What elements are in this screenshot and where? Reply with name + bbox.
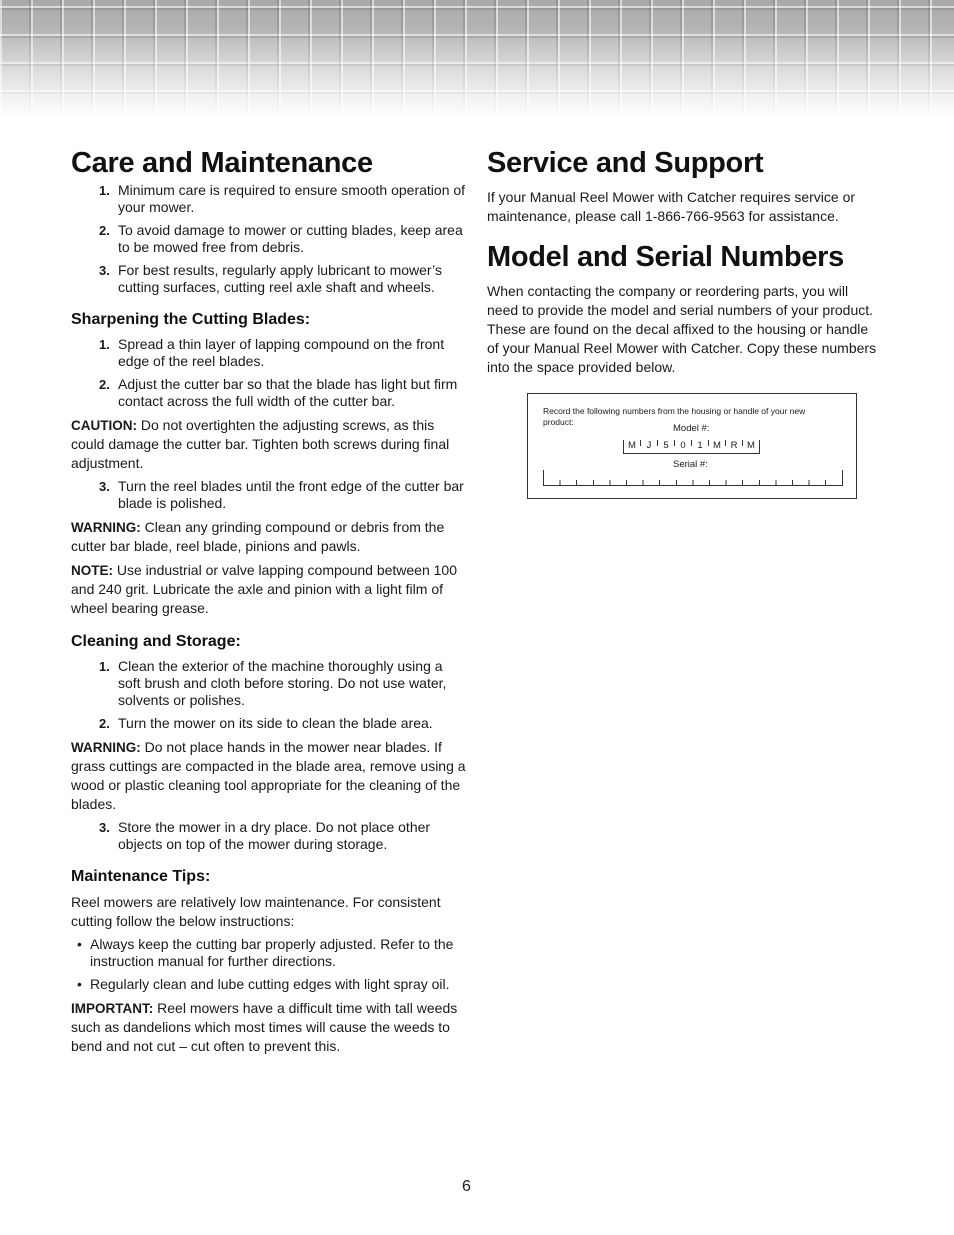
item-text: For best results, regularly apply lubricant to mower’s cutting surfaces, cutting reel axle shaft and wheels.: [118, 262, 442, 295]
item-text: Adjust the cutter bar so that the blade has light but firm contact across the full width of the cutter bar.: [118, 376, 458, 409]
serial-label: Serial #:: [673, 459, 708, 470]
bullet-icon: •: [77, 976, 82, 992]
tips-intro: Reel mowers are relatively low maintenance. For consistent cutting follow the below instructions:: [71, 894, 441, 929]
item-number: 2.: [99, 223, 110, 238]
list-item: [71, 936, 467, 970]
important-text: Reel mowers have a difficult time with tall weeds such as dandelions which most times will cause the weeds to bend and not cut – cut often to prevent this.: [71, 1000, 458, 1054]
sharpening-heading: Sharpening the Cutting Blades:: [71, 311, 311, 328]
serial-number-field[interactable]: [543, 470, 843, 486]
caution-note: [71, 416, 467, 473]
item-number: 1.: [99, 183, 110, 198]
service-title: Service and Support: [487, 147, 764, 179]
item-text: Clean the exterior of the machine thoroughly using a soft brush and cloth before storing. Do not use water, solvents or polishes.: [118, 658, 447, 708]
list-item: [71, 182, 467, 216]
item-text: Regularly clean and lube cutting edges with light spray oil.: [90, 976, 450, 992]
model-serial-title: Model and Serial Numbers: [487, 241, 844, 273]
important-note: [71, 999, 467, 1056]
list-item: [71, 819, 467, 853]
item-text: Store the mower in a dry place. Do not place other objects on top of the mower during storage.: [118, 819, 431, 852]
item-number: 1.: [99, 659, 110, 674]
model-number-field[interactable]: [623, 440, 760, 454]
care-list: [71, 182, 467, 296]
model-char: M: [624, 440, 641, 446]
bullet-icon: •: [77, 936, 82, 952]
caution-text: Do not overtighten the adjusting screws, as this could damage the cutter bar. Tighten both screws during final adjustment.: [71, 417, 450, 471]
header-banner: [0, 0, 954, 120]
item-number: 1.: [99, 337, 110, 352]
model-char: R: [726, 440, 743, 446]
item-number: 2.: [99, 716, 110, 731]
important-label: IMPORTANT:: [71, 1001, 154, 1016]
warning-text: Do not place hands in the mower near blades. If grass cuttings are compacted in the blade area, remove using a wood or plastic cleaning tool appropriate for the cleaning of the blades.: [71, 739, 466, 812]
warning-note: [71, 738, 467, 814]
record-instruction: Record the following numbers from the housing or handle of your new product:: [543, 406, 806, 427]
list-item: [71, 658, 467, 709]
note-label: NOTE:: [71, 563, 113, 578]
model-char: 5: [658, 440, 675, 446]
item-number: 3.: [99, 479, 110, 494]
list-item: [71, 376, 467, 410]
item-number: 2.: [99, 377, 110, 392]
list-item: [71, 336, 467, 370]
tips-list: [71, 936, 467, 993]
item-number: 3.: [99, 820, 110, 835]
cleaning-list-cont: [71, 819, 467, 853]
care-title: Care and Maintenance: [71, 147, 373, 179]
model-char: M: [747, 440, 755, 451]
model-char: 0: [675, 440, 692, 446]
model-serial-text: When contacting the company or reordering parts, you will need to provide the model and serial numbers of your product. These are found on the decal affixed to the housing or handle of your Manual Reel Mower with Catcher. Copy these numbers into the space provided below.: [487, 283, 877, 375]
cleaning-heading: Cleaning and Storage:: [71, 633, 241, 650]
sharpening-list-cont: [71, 478, 467, 512]
item-text: Minimum care is required to ensure smooth operation of your mower.: [118, 182, 466, 215]
list-item: [71, 262, 467, 296]
note-text: Use industrial or valve lapping compound between 100 and 240 grit. Lubricate the axle and pinion with a light film of wheel bearing grease.: [71, 562, 457, 616]
list-item: [71, 976, 467, 993]
warning-label: WARNING:: [71, 740, 141, 755]
service-text: If your Manual Reel Mower with Catcher requires service or maintenance, please call 1-866-766-9563 for assistance.: [487, 189, 856, 224]
model-serial-record-box: [527, 393, 857, 499]
item-number: 3.: [99, 263, 110, 278]
item-text: To avoid damage to mower or cutting blades, keep area to be mowed free from debris.: [118, 222, 463, 255]
item-text: Turn the mower on its side to clean the blade area.: [118, 715, 433, 731]
tips-heading: Maintenance Tips:: [71, 868, 211, 885]
item-text: Always keep the cutting bar properly adjusted. Refer to the instruction manual for further directions.: [90, 936, 454, 969]
model-char: 1: [692, 440, 709, 446]
note: [71, 561, 467, 618]
sharpening-list: [71, 336, 467, 410]
warning-note: [71, 518, 467, 556]
model-label: Model #:: [673, 423, 710, 434]
cleaning-list: [71, 658, 467, 732]
list-item: [71, 222, 467, 256]
list-item: [71, 478, 467, 512]
caution-label: CAUTION:: [71, 418, 137, 433]
item-text: Turn the reel blades until the front edge of the cutter bar blade is polished.: [118, 478, 464, 511]
model-char: J: [641, 440, 658, 446]
page-number: 6: [462, 1178, 471, 1195]
right-column: [487, 144, 883, 377]
item-text: Spread a thin layer of lapping compound on the front edge of the reel blades.: [118, 336, 445, 369]
left-column: [71, 144, 467, 1061]
model-char: M: [709, 440, 726, 446]
warning-text: Clean any grinding compound or debris from the cutter bar blade, reel blade, pinions and pawls.: [71, 519, 445, 554]
warning-label: WARNING:: [71, 520, 141, 535]
list-item: [71, 715, 467, 732]
